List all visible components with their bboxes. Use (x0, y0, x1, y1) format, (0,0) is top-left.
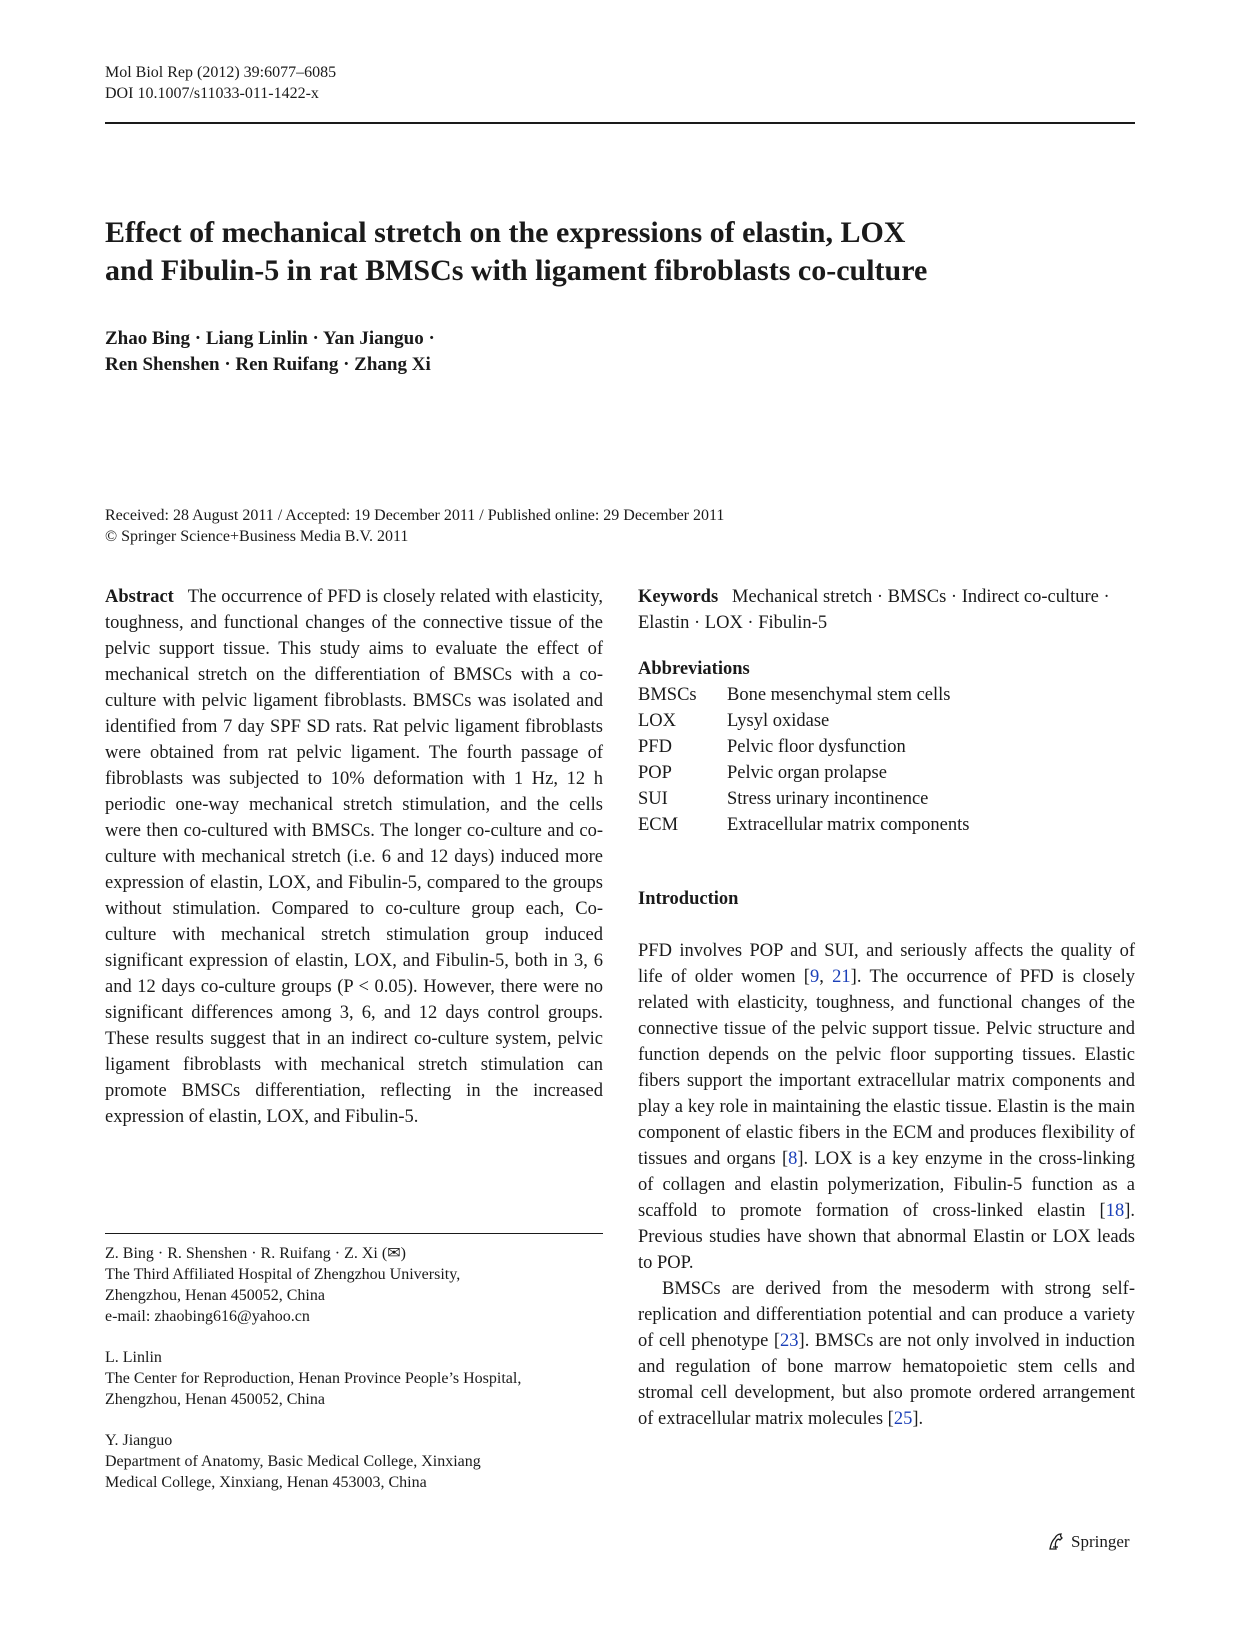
abbreviation-value: Extracellular matrix components (727, 815, 970, 835)
authors-line-2: Ren Shenshen · Ren Ruifang · Zhang Xi (105, 354, 431, 375)
abbreviation-value: Pelvic floor dysfunction (727, 737, 906, 757)
journal-citation: Mol Biol Rep (2012) 39:6077–6085 (105, 64, 337, 81)
publisher-name: Springer (1071, 1532, 1130, 1551)
abbreviations-list (638, 682, 1135, 838)
authors-line-1: Zhao Bing · Liang Linlin · Yan Jianguo · (105, 328, 435, 349)
citation-link[interactable]: 25 (893, 1409, 913, 1429)
abbreviation-value: Stress urinary incontinence (727, 789, 929, 809)
running-header (105, 62, 336, 104)
introduction-paragraph-2 (638, 1276, 1135, 1432)
dates-line: Received: 28 August 2011 / Accepted: 19 December 2011 / Published online: 29 December 2011 (105, 507, 725, 524)
abstract-label: Abstract (105, 587, 174, 607)
abbreviation-row (638, 734, 1135, 760)
abbreviations-heading: Abbreviations (638, 659, 750, 679)
affiliation-block (105, 1347, 603, 1410)
intro-p1-text-5: ]. Previous studies have shown that abnormal Elastin or LOX leads to POP. (638, 1201, 1135, 1273)
introduction-paragraph-1 (638, 938, 1135, 1276)
citation-link[interactable]: 18 (1105, 1201, 1125, 1221)
publication-dates (105, 505, 724, 547)
affiliation-authors: Y. Jianguo (105, 1432, 173, 1449)
abbreviation-value: Bone mesenchymal stem cells (727, 685, 951, 705)
abstract (105, 584, 603, 1130)
abbreviation-key: BMSCs (638, 685, 697, 705)
affiliation-institution: Department of Anatomy, Basic Medical College, Xinxiang (105, 1453, 481, 1470)
affiliation-address: Medical College, Xinxiang, Henan 453003, China (105, 1474, 427, 1491)
introduction-heading: Introduction (638, 889, 739, 909)
abbreviation-value: Pelvic organ prolapse (727, 763, 887, 783)
article-title (105, 214, 1135, 290)
doi: DOI 10.1007/s11033-011-1422-x (105, 85, 319, 102)
abbreviation-key: PFD (638, 737, 672, 757)
citation-link[interactable]: 9 (809, 967, 820, 987)
affiliation-address: Zhengzhou, Henan 450052, China (105, 1391, 325, 1408)
affiliation-address: Zhengzhou, Henan 450052, China (105, 1287, 325, 1304)
citation-link[interactable]: 23 (780, 1331, 799, 1351)
abbreviation-row (638, 708, 1135, 734)
author-list (105, 326, 435, 378)
affiliation-authors: L. Linlin (105, 1349, 162, 1366)
footnote-rule (105, 1233, 603, 1234)
intro-p2-text-3: ]. (912, 1409, 924, 1429)
abbreviation-key: ECM (638, 815, 679, 835)
intro-p1-text-1: PFD involves POP and SUI, and seriously affects the quality of life of older women [ (638, 941, 1135, 987)
affiliations (105, 1243, 603, 1513)
affiliation-institution: The Third Affiliated Hospital of Zhengzhou University, (105, 1266, 461, 1283)
copyright-line: © Springer Science+Business Media B.V. 2011 (105, 528, 409, 545)
header-rule (105, 122, 1135, 124)
abbreviation-row (638, 760, 1135, 786)
abbreviation-value: Lysyl oxidase (727, 711, 830, 731)
right-column (638, 584, 1135, 1432)
abbreviation-row (638, 786, 1135, 812)
abstract-text: The occurrence of PFD is closely related with elasticity, toughness, and functional changes of the connective tissue of the pelvic support tissue. This study aims to evaluate the effect of mechanical stretch on the differentiation of BMSCs with a co-culture with pelvic ligament fibroblasts. BMSCs was isolated and identified from 7 day SPF SD rats. Rat pelvic ligament fibroblasts were obtained from rat pelvic ligament. The fourth passage of fibroblasts was subjected to 10% deformation with 1 Hz, 12 h periodic one-way mechanical stretch stimulation, and the cells were then co-cultured with BMSCs. The longer co-culture and co-culture with mechanical stretch (i.e. 6 and 12 days) induced more expression of elastin, LOX, and Fibulin-5, compared to the groups without stimulation. Compared to co-culture group each, Co-culture with mechanical stretch stimulation group induced significant expression of elastin, LOX, and Fibulin-5, both in 3, 6 and 12 days co-culture groups (P < 0.05). However, there were no significant differences among 3, 6, and 12 days control groups. These results suggest that in an indirect co-culture system, pelvic ligament fibroblasts with mechanical stretch stimulation can promote BMSCs differentiation, reflecting in the increased expression of elastin, LOX, and Fibulin-5. (105, 587, 603, 1127)
intro-p1-text-2: , (819, 967, 833, 987)
intro-p1-text-3: ]. The occurrence of PFD is closely related with elasticity, toughness, and functional changes of the connective tissue of the pelvic support tissue. Pelvic structure and function depends on the pelvic floor supporting tissues. Elastic fibers support the important extracellular matrix components and play a key role in maintaining the elastic tissue. Elastin is the main component of elastic fibers in the ECM and produces flexibility of tissues and organs [ (638, 967, 1136, 1169)
affiliation-institution: The Center for Reproduction, Henan Province People’s Hospital, (105, 1370, 522, 1387)
title-line-1: Effect of mechanical stretch on the expressions of elastin, LOX (105, 216, 906, 249)
springer-horse-icon (1046, 1532, 1066, 1552)
intro-p2-text-1: BMSCs are derived from the mesoderm with strong self-replication and differentiation potential and can produce a variety of cell phenotype [ (638, 1279, 1135, 1351)
affiliation-block (105, 1243, 603, 1327)
affiliation-block (105, 1430, 603, 1493)
abbreviation-row (638, 812, 1135, 838)
citation-link[interactable]: 21 (832, 967, 851, 987)
abbreviation-key: POP (638, 763, 672, 783)
citation-link[interactable]: 8 (788, 1149, 798, 1169)
publisher-logo (1046, 1532, 1130, 1552)
abbreviation-key: LOX (638, 711, 677, 731)
affiliation-authors: Z. Bing · R. Shenshen · R. Ruifang · Z. Xi (✉) (105, 1245, 406, 1262)
title-line-2: and Fibulin-5 in rat BMSCs with ligament fibroblasts co-culture (105, 254, 928, 287)
affiliation-email: e-mail: zhaobing616@yahoo.cn (105, 1308, 310, 1325)
keywords-text: Mechanical stretch · BMSCs · Indirect co-culture · Elastin · LOX · Fibulin-5 (638, 587, 1110, 633)
keywords (638, 584, 1135, 636)
keywords-label: Keywords (638, 587, 719, 607)
abbreviation-key: SUI (638, 789, 668, 809)
intro-p1-text-4: ]. LOX is a key enzyme in the cross-linking of collagen and elastin polymerization, Fibulin-5 function as a scaffold to promote formation of cross-linked elastin [ (638, 1149, 1136, 1221)
abbreviation-row (638, 682, 1135, 708)
intro-p2-text-2: ]. BMSCs are not only involved in induction and regulation of bone marrow hematopoietic stem cells and stromal cell development, but also promote ordered arrangement of extracellular matrix molecules [ (638, 1331, 1135, 1429)
